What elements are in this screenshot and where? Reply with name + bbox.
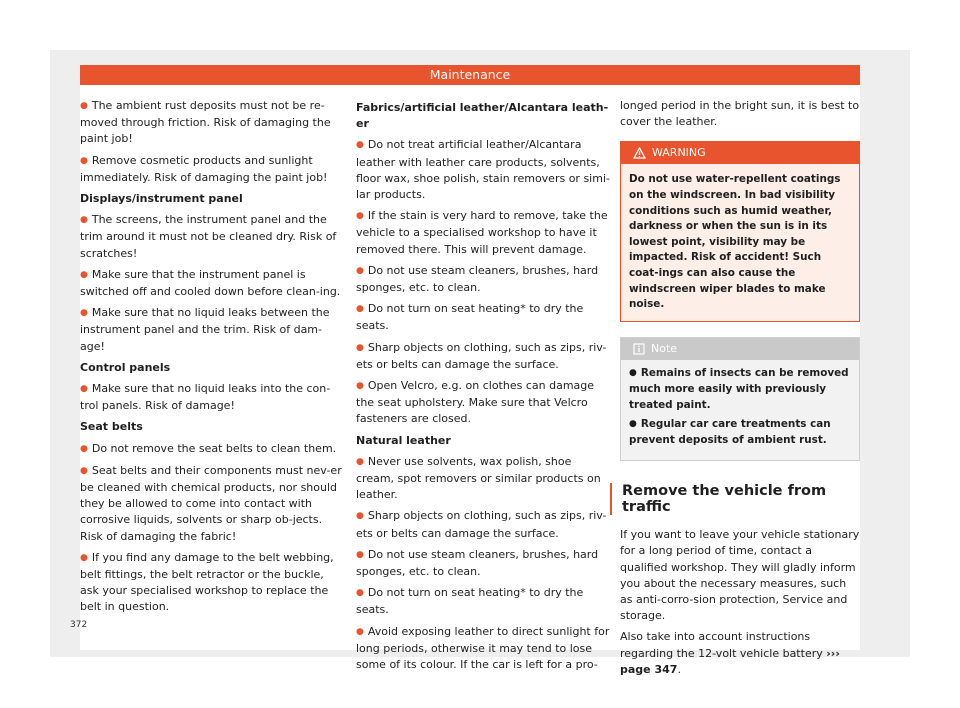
bullet-icon: ● <box>356 626 364 637</box>
column-3 <box>620 98 860 683</box>
bullet-icon: ● <box>356 211 364 222</box>
page-reference-link[interactable]: ››› page 347 <box>620 646 840 676</box>
bullet-icon: ● <box>356 511 364 522</box>
bullet-icon: ● <box>356 456 364 467</box>
note-label: Note <box>651 341 678 355</box>
list-item: ● Avoid exposing leather to direct sunlight for long periods, otherwise it may tend to lose some of its colour. If the car is left for a pro- <box>356 624 610 672</box>
list-item: ● Do not use steam cleaners, brushes, hard sponges, etc. to clean. <box>356 547 599 579</box>
section-header: Maintenance <box>80 65 860 85</box>
list-item: ● Remove cosmetic products and sunlight immediately. Risk of damaging the paint job! <box>80 153 328 184</box>
bullet-icon: ● <box>356 342 364 353</box>
list-item: ● Remains of insects can be removed much more easily with previously treated paint. <box>629 366 849 411</box>
note-body <box>621 360 859 460</box>
document-page <box>80 65 860 676</box>
bullet-icon: ● <box>629 367 637 378</box>
column-2 <box>356 98 612 678</box>
list-item: ● If the stain is very hard to remove, take the vehicle to a specialised workshop to have it removed there. This will prevent damage. <box>356 209 608 256</box>
page-number: 372 <box>70 620 88 630</box>
bullet-icon: ● <box>80 269 88 280</box>
list-item: ● The screens, the instrument panel and the trim around it must not be cleaned dry. Risk of scratches! <box>80 213 337 260</box>
bullet-icon: ● <box>356 265 364 276</box>
section-title: Remove the vehicle from traffic <box>622 482 827 515</box>
warning-header <box>621 142 859 164</box>
bullet-icon: ● <box>80 552 88 563</box>
bullet-icon: ● <box>80 465 88 476</box>
list-item: ● Make sure that no liquid leaks between the instrument panel and the trim. Risk of dam-age! <box>80 306 330 353</box>
list-item: ● The ambient rust deposits must not be re-moved through friction. Risk of damaging the paint job! <box>80 99 331 146</box>
warning-triangle-icon <box>633 147 646 159</box>
bullet-icon: ● <box>629 418 637 429</box>
bullet-icon: ● <box>80 101 88 111</box>
bullet-icon: ● <box>80 384 88 395</box>
bullet-icon: ● <box>80 443 88 454</box>
subheading-displays: Displays/instrument panel <box>80 192 243 206</box>
bullet-icon: ● <box>356 549 364 560</box>
warning-text: Do not use water-repellent coatings on the windscreen. In bad visibility conditions such as humid weather, darkness or when the sun is in its lowest point, visibility may be impacted. Risk of accident! Such coat-ings can also cause the windscreen wiper blades to make noise. <box>629 173 841 311</box>
list-item: ● Do not turn on seat heating* to dry the seats. <box>356 302 584 333</box>
paragraph: Also take into account instructions regarding the 12-volt vehicle battery ››› page 347. <box>620 630 840 676</box>
list-item: ● If you find any damage to the belt webbing, belt fittings, the belt retractor or the buckle, ask your specialised workshop to replace the belt in question. <box>80 550 334 614</box>
subheading-fabrics: Fabrics/artificial leather/Alcantara leath-er <box>356 101 609 131</box>
list-item: ● Make sure that no liquid leaks into the con-trol panels. Risk of damage! <box>80 382 331 413</box>
bullet-icon: ● <box>80 215 88 226</box>
list-item: ● Sharp objects on clothing, such as zips, riv-ets or belts can damage the surface. <box>356 509 607 540</box>
list-item: ● Sharp objects on clothing, such as zips, riv-ets or belts can damage the surface. <box>356 340 607 371</box>
list-item: ● Never use solvents, wax polish, shoe cream, spot removers or similar products on leather. <box>356 454 601 502</box>
bullet-icon: ● <box>356 381 364 392</box>
list-item: ● Seat belts and their components must nev-er be cleaned with chemical products, nor should they be allowed to come into contact with corrosive liquids, solvents or sharp ob-jects. Risk of damaging the fabric! <box>80 463 342 543</box>
list-item: ● Do not use steam cleaners, brushes, hard sponges, etc. to clean. <box>356 263 599 295</box>
note-box <box>620 337 860 461</box>
warning-box <box>620 141 860 321</box>
subheading-natural-leather: Natural leather <box>356 433 451 447</box>
list-item: ● Do not turn on seat heating* to dry the seats. <box>356 586 584 617</box>
info-icon <box>633 343 645 355</box>
subheading-control-panels: Control panels <box>80 360 171 374</box>
bullet-icon: ● <box>356 304 364 315</box>
column-1 <box>80 98 345 621</box>
list-item: ● Regular car care treatments can prevent deposits of ambient rust. <box>629 417 831 447</box>
bullet-icon: ● <box>80 155 88 166</box>
continued-text: longed period in the bright sun, it is best to cover the leather. <box>620 99 860 129</box>
warning-label: WARNING <box>652 146 706 160</box>
list-item: ● Make sure that the instrument panel is switched off and cooled down before clean-ing. <box>80 267 341 299</box>
bullet-icon: ● <box>356 588 364 599</box>
bullet-icon: ● <box>80 308 88 319</box>
section-title-wrap <box>610 483 860 515</box>
list-item: ● Do not remove the seat belts to clean them. <box>80 441 337 455</box>
subheading-seat-belts: Seat belts <box>80 420 143 434</box>
list-item: ● Open Velcro, e.g. on clothes can damage the seat upholstery. Make sure that Velcro fasteners are closed. <box>356 379 595 426</box>
bullet-icon: ● <box>356 140 364 151</box>
paragraph: If you want to leave your vehicle stationary for a long period of time, contact a qualified workshop. They will gladly inform you about the necessary measures, such as anti-corro-sion protection, Service and storage. <box>620 528 860 623</box>
list-item: ● Do not treat artificial leather/Alcantara leather with leather care products, solvents, floor wax, shoe polish, stain removers or simi-lar products. <box>356 138 610 202</box>
note-header <box>621 338 859 360</box>
